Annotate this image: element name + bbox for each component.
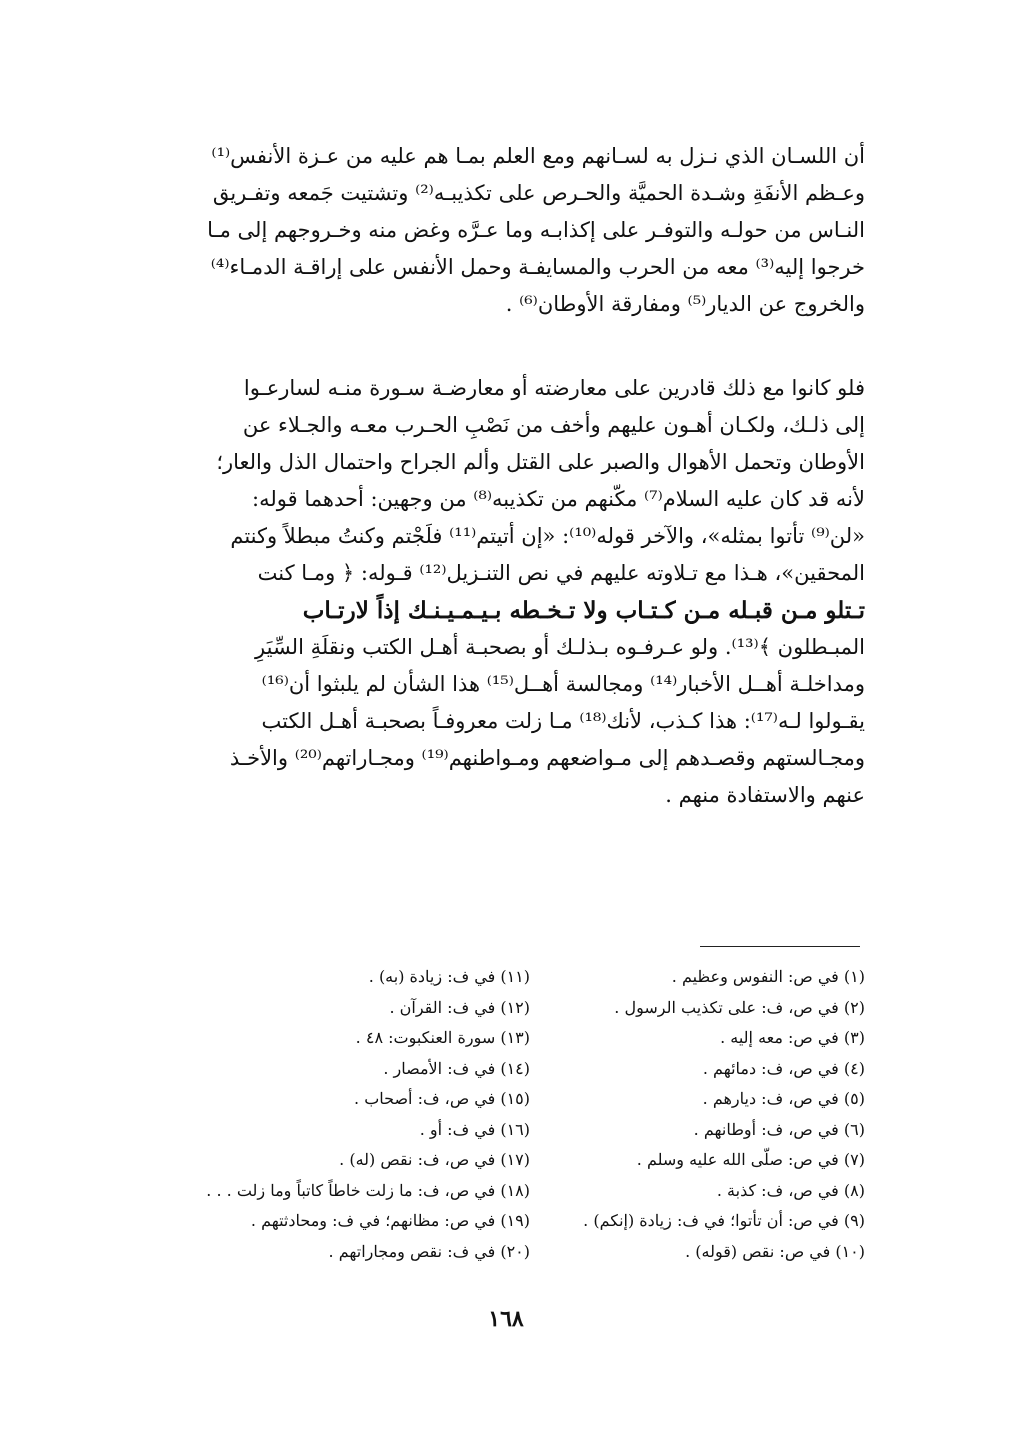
paragraph-2 (140, 370, 865, 814)
footnote: (٢) في ص، ف: على تكذيب الرسول . (614, 997, 865, 1017)
footnote: (١) في ص: النفوس وعظيم . (671, 967, 865, 986)
footnote: (١٢) في ف: القرآن . (389, 997, 530, 1017)
footnotes-right-column (520, 962, 865, 1267)
text-line: يقـولوا لـه⁽¹⁷⁾: هذا كـذب، لأنك⁽¹⁸⁾ مـا زلت معروفـاً بصحبـة أهـل الكتب (261, 709, 865, 733)
footnote: (١٥) في ص، ف: أصحاب . (354, 1089, 530, 1108)
footnote: (١٣) سورة العنكبوت: ٤٨ . (355, 1028, 530, 1047)
footnote: (١٦) في ف: أو . (419, 1119, 530, 1139)
text-line: لأنه قد كان عليه السلام⁽⁷⁾ مكّنهم من تكذيبه⁽⁸⁾ من وجهين: أحدهما قوله: (252, 487, 865, 511)
text-line: فلو كانوا مع ذلك قادرين على معارضته أو معارضـة سـورة منـه لسارعـوا (243, 376, 865, 400)
footnote: (١٤) في ف: الأمصار . (383, 1058, 530, 1078)
footnote: (١٩) في ص: مظانهم؛ في ف: ومحادثتهم . (250, 1211, 530, 1230)
footnote: (٢٠) في ف: نقص ومجاراتهم . (328, 1241, 530, 1261)
text-line: الأوطان وتحمل الأهوال والصبر على القتل وألم الجراح واحتمال الذل والعار؛ (216, 450, 865, 474)
footnote: (٣) في ص: معه إليه . (720, 1028, 865, 1047)
text-line: أن اللسـان الذي نـزل به لسـانهم ومع العلم بمـا هم عليه من عـزة الأنفس⁽¹⁾ (211, 144, 865, 168)
text-line: ومداخلـة أهــل الأخبار⁽¹⁴⁾ ومجالسة أهــل⁽¹⁵⁾ هذا الشأن لم يلبثوا أن⁽¹⁶⁾ (261, 672, 865, 696)
footnote: (١٨) في ص، ف: ما زلت خاطاً كاتباً وما زلت . . . (206, 1180, 530, 1200)
text-line: «لن⁽⁹⁾ تأتوا بمثله»، والآخر قوله⁽¹⁰⁾: «إن أتيتم⁽¹¹⁾ فلَجْتم وكنتُ مبطلاً وكنتم (230, 524, 865, 548)
footnote: (١٠) في ص: نقص (قوله) . (685, 1241, 865, 1261)
text-line: إلى ذلـك، ولكـان أهـون عليهم وأخف من نَصْبِ الحـرب معـه والجـلاء عن (242, 413, 865, 437)
quran-verse-line: تـتلو مـن قبـله مـن كـتـاب ولا تـخـطه بـيـمـيـنـك إذاً لارتـاب (302, 597, 865, 624)
text-line: المحقين»، هـذا مع تـلاوته عليهم في نص التنـزيل⁽¹²⁾ قـوله: ﴿ ومـا كنت (257, 561, 865, 585)
text-line: والخروج عن الديار⁽⁵⁾ ومفارقة الأوطان⁽⁶⁾ . (505, 292, 865, 316)
footnote: (٨) في ص، ف: كذبة . (716, 1180, 865, 1200)
footnote: (٩) في ص: أن تأتوا؛ في ف: زيادة (إنكم) . (583, 1211, 865, 1230)
page-number: ١٦٨ (488, 1306, 524, 1332)
text-line: خرجوا إليه⁽³⁾ معه من الحرب والمسايفـة وحمل الأنفس على إراقـة الدمـاء⁽⁴⁾ (210, 255, 865, 279)
footnote: (١٧) في ص، ف: نقص (له) . (339, 1150, 530, 1169)
text-line: المبـطلون ﴾⁽¹³⁾. ولو عـرفـوه بـذلـك أو بصحبـة أهـل الكتب ونقلَةِ السِّيَرِ (255, 635, 865, 659)
footnote: (٦) في ص، ف: أوطانهم . (693, 1119, 865, 1139)
paragraph-1 (140, 138, 865, 323)
footnote: (٧) في ص: صلّى الله عليه وسلم . (636, 1150, 865, 1169)
footnote-divider (700, 946, 860, 947)
text-line: النـاس من حولـه والتوفـر على إكذابـه وما عـرَّه وغض منه وخـروجهم إلى مـا (207, 218, 865, 242)
text-line: عنهم والاستفادة منهم . (665, 783, 865, 807)
text-line: ومجـالستهم وقصـدهم إلى مـواضعهم ومـواطنهم⁽¹⁹⁾ ومجـاراتهم⁽²⁰⁾ والأخـذ (229, 746, 865, 770)
footnote: (٤) في ص، ف: دمائهم . (702, 1058, 865, 1078)
text-line: وعـظم الأنفَةِ وشـدة الحميَّة والحـرص على تكذيبـه⁽²⁾ وتشتيت جَمعه وتفـريق (212, 181, 865, 205)
footnotes-left-column (160, 962, 530, 1267)
footnote: (٥) في ص، ف: ديارهم . (702, 1089, 865, 1108)
footnote: (١١) في ف: زيادة (به) . (368, 967, 530, 986)
